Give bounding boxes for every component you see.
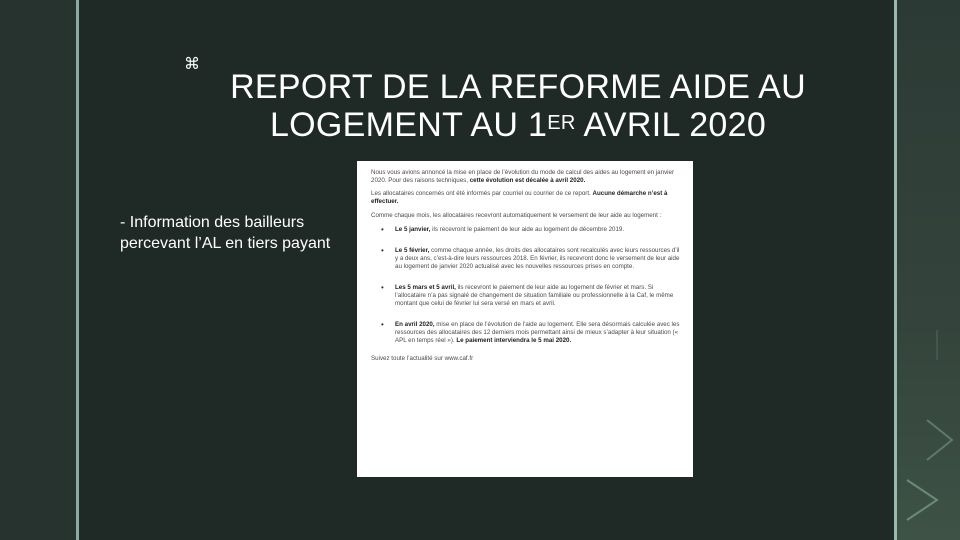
doc-paragraph-3: Comme chaque mois, les allocataires recevront automatiquement le versement de leur aide au logement :	[371, 211, 662, 219]
document-image	[357, 161, 693, 477]
doc-list-item: • Le 5 janvier, ils recevront le paiement de leur aide au logement de décembre 2019.	[371, 226, 683, 234]
title-line-2	[218, 106, 818, 144]
title-line-1: REPORT DE LA REFORME AIDE AU	[230, 68, 806, 106]
title-superscript: ER	[547, 112, 576, 134]
doc-list-item: • Les 5 mars et 5 avril, ils recevront le paiement de leur aide au logement de février et mars. Si l’allocataire n’a pas signalé de changement de situation familiale ou professionnelle à la Caf, le même montant que celui de février lui sera versé en mars et avril.	[371, 284, 683, 307]
doc-paragraph-2: Les allocataires concernés ont été informés par courriel ou courrier de ce report. Aucune démarche n’est à effectuer.	[371, 190, 668, 206]
left-accent-line	[76, 0, 79, 540]
left-strip	[0, 0, 78, 540]
command-icon: ⌘	[184, 56, 200, 73]
slide-title	[218, 68, 818, 144]
decorative-chevrons	[897, 0, 960, 540]
doc-list-item: • Le 5 février, comme chaque année, les droits des allocataires sont recalculés avec leurs ressources d’il y a deux ans, c’est-à-dire leurs ressources 2018. En février, ils recevront donc le versement de leur aide au logement de janvier 2020 actualisé avec les nouvelles ressources prises en compte.	[371, 247, 683, 270]
bullet-text: - Information des bailleurs percevant l’AL en tiers payant	[120, 214, 331, 252]
doc-list	[371, 226, 683, 345]
title-line-2-start: LOGEMENT AU 1	[269, 106, 548, 144]
title-line-2-end: AVRIL 2020	[575, 106, 767, 144]
doc-paragraph-1: Nous vous avions annoncé la mise en place de l’évolution du mode de calcul des aides au logement en janvier 2020. Pour des raisons techniques, cette évolution est décalée à avril 2020.	[371, 169, 675, 184]
doc-footer: Suivez toute l’actualité sur www.caf.fr	[371, 354, 474, 362]
doc-list-item: • En avril 2020, mise en place de l’évolution de l’aide au logement. Elle sera désormais calculée avec les ressources des allocataires des 12 derniers mois permettant ainsi de mieux s’adapter à leur situation (« APL en temps réel »). Le paiement interviendra le 5 mai 2020.	[371, 321, 683, 344]
